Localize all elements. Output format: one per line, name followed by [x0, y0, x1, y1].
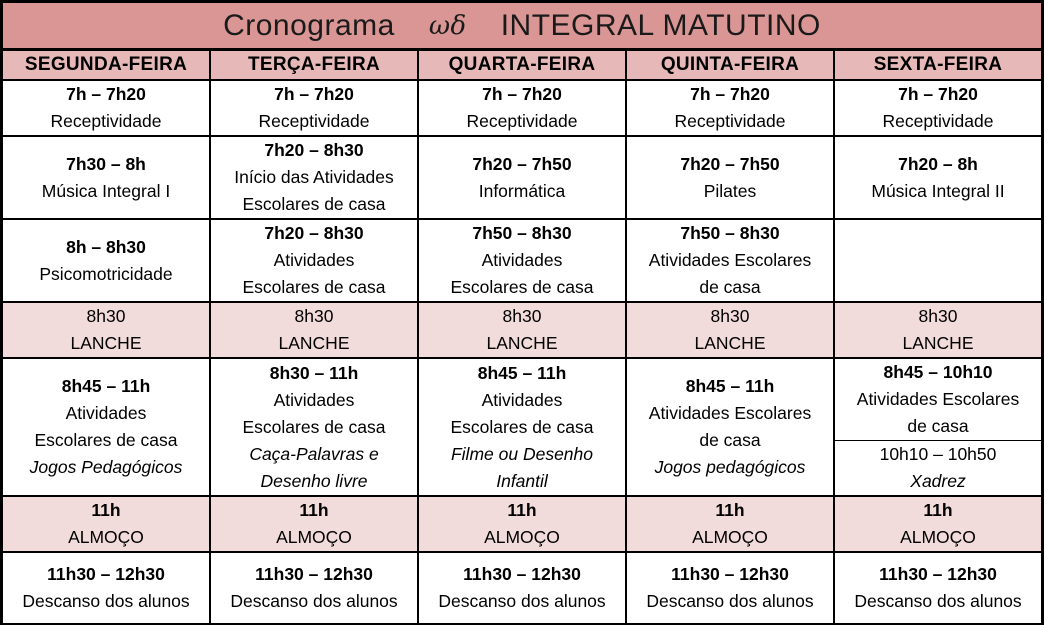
activity: Escolares de casa: [242, 416, 386, 437]
activity: Atividades Escolares: [648, 403, 812, 423]
schedule-cell: [627, 497, 833, 551]
time-slot: 8h30: [918, 306, 958, 326]
activity-detail: Infantil: [496, 470, 548, 491]
schedule-cell: [3, 220, 209, 301]
time-slot: 11h: [299, 500, 329, 520]
time-slot: 8h45 – 11h: [477, 362, 567, 383]
activity: Descanso dos alunos: [230, 591, 398, 611]
activity: Receptividade: [466, 111, 578, 131]
time-slot: 8h30 – 11h: [269, 362, 359, 383]
activity: Atividades: [481, 250, 563, 270]
activity: Escolares de casa: [34, 430, 178, 450]
time-slot: 11h: [715, 500, 745, 520]
activity: Atividades: [481, 389, 563, 410]
activity-detail: Xadrez: [910, 471, 966, 491]
activity: Descanso dos alunos: [854, 591, 1022, 611]
day-header: SEXTA-FEIRA: [835, 51, 1041, 79]
activity: ALMOÇO: [900, 527, 976, 547]
schedule-cell: [835, 497, 1041, 551]
schedule-cell: [835, 137, 1041, 218]
time-slot: 7h – 7h20: [274, 84, 354, 104]
activity: Informática: [478, 180, 566, 201]
schedule-cell: [3, 497, 209, 551]
activity: Atividades: [273, 389, 355, 410]
header-row: [3, 51, 1041, 79]
activity: ALMOÇO: [484, 527, 560, 547]
activity-detail: Jogos Pedagógicos: [29, 457, 183, 477]
schedule-cell: [627, 81, 833, 135]
time-slot: 8h30: [294, 306, 334, 326]
time-slot: 8h45 – 11h: [685, 376, 775, 396]
activity-detail: Caça-Palavras e: [249, 443, 379, 464]
schedule-cell: [835, 359, 1041, 495]
activity: de casa: [907, 416, 969, 436]
activity: Música Integral I: [41, 180, 171, 201]
day-header: SEGUNDA-FEIRA: [3, 51, 209, 79]
activity: LANCHE: [278, 333, 350, 353]
activity-detail: Filme ou Desenho: [450, 443, 594, 464]
activity: Receptividade: [674, 111, 786, 131]
day-header: QUINTA-FEIRA: [627, 51, 833, 79]
schedule-cell: [419, 497, 625, 551]
time-slot: 11h30 – 12h30: [671, 564, 789, 584]
title-right: INTEGRAL MATUTINO: [500, 8, 821, 42]
activity: Psicomotricidade: [39, 263, 173, 284]
activity: ALMOÇO: [276, 527, 352, 547]
time-slot: 11h30 – 12h30: [463, 564, 581, 584]
table-row: [3, 497, 1041, 551]
activity: LANCHE: [70, 333, 142, 353]
title-left: Cronograma: [223, 8, 395, 42]
schedule-cell: [419, 359, 625, 495]
table-row: [3, 81, 1041, 135]
activity: de casa: [699, 430, 761, 450]
time-slot: 7h – 7h20: [66, 84, 146, 104]
time-slot: 8h30: [710, 306, 750, 326]
activity: Escolares de casa: [450, 416, 594, 437]
time-slot: 11h: [923, 500, 953, 520]
activity: ALMOÇO: [68, 527, 144, 547]
table-row: [3, 137, 1041, 218]
schedule-cell: [211, 303, 417, 357]
activity: Descanso dos alunos: [646, 591, 814, 611]
activity: Escolares de casa: [242, 277, 386, 297]
activity: Receptividade: [50, 111, 162, 131]
schedule-cell: [835, 81, 1041, 135]
activity: Receptividade: [882, 111, 994, 131]
time-slot: 7h – 7h20: [898, 84, 978, 104]
activity: Receptividade: [258, 111, 370, 131]
activity: LANCHE: [486, 333, 558, 353]
schedule-cell: [211, 137, 417, 218]
table-row: [3, 303, 1041, 357]
activity: Descanso dos alunos: [438, 591, 606, 611]
activity: LANCHE: [902, 333, 974, 353]
time-slot: 11h30 – 12h30: [47, 564, 165, 584]
activity: Atividades: [65, 403, 147, 423]
schedule-cell: [3, 137, 209, 218]
schedule-cell: [627, 553, 833, 623]
split-bottom: [835, 440, 1041, 495]
split-cell: [835, 359, 1041, 495]
schedule-cell: [211, 220, 417, 301]
time-slot: 8h – 8h30: [66, 236, 146, 257]
activity: de casa: [699, 277, 761, 297]
schedule-cell: [835, 303, 1041, 357]
activity: Atividades Escolares: [648, 250, 812, 270]
time-slot: 7h30 – 8h: [66, 153, 146, 174]
activity: Pilates: [703, 180, 757, 201]
schedule-cell: [627, 137, 833, 218]
activity: Escolares de casa: [242, 194, 386, 214]
day-header: TERÇA-FEIRA: [211, 51, 417, 79]
activity: Escolares de casa: [450, 277, 594, 297]
time-slot: 8h30: [502, 306, 542, 326]
activity-detail: Jogos pedagógicos: [654, 457, 806, 477]
schedule-cell: [835, 553, 1041, 623]
time-slot: 8h45 – 11h: [61, 376, 151, 396]
schedule-cell: [419, 137, 625, 218]
activity: Atividades: [273, 250, 355, 270]
time-slot: 7h20 – 8h: [898, 153, 978, 174]
time-slot: 7h20 – 8h30: [264, 223, 364, 243]
schedule-cell: [211, 497, 417, 551]
table-row: [3, 220, 1041, 301]
table-row: [3, 553, 1041, 623]
empty-cell: [835, 220, 1041, 301]
schedule-cell: [419, 220, 625, 301]
schedule-cell: [211, 359, 417, 495]
day-header: QUARTA-FEIRA: [419, 51, 625, 79]
activity: LANCHE: [694, 333, 766, 353]
activity: ALMOÇO: [692, 527, 768, 547]
schedule-cell: [627, 220, 833, 301]
time-slot: 7h20 – 7h50: [680, 153, 780, 174]
split-top: [835, 359, 1041, 440]
schedule-cell: [3, 359, 209, 495]
page-title: [3, 3, 1041, 48]
time-slot: 8h45 – 10h10: [883, 362, 993, 382]
schedule-cell: [419, 81, 625, 135]
time-slot: 7h – 7h20: [482, 84, 562, 104]
activity: Atividades Escolares: [856, 389, 1020, 409]
schedule-cell: [3, 553, 209, 623]
schedule-cell: [419, 303, 625, 357]
activity: Início das Atividades: [234, 167, 394, 187]
schedule-cell: [419, 553, 625, 623]
time-slot: 7h50 – 8h30: [472, 223, 572, 243]
time-slot: 11h: [91, 500, 121, 520]
schedule-cell: [627, 359, 833, 495]
time-slot: 11h30 – 12h30: [255, 564, 373, 584]
schedule-cell: [3, 81, 209, 135]
activity-detail: Desenho livre: [260, 470, 368, 491]
time-slot: 10h10 – 10h50: [879, 444, 997, 464]
activity: Música Integral II: [871, 180, 1005, 201]
time-slot: 11h30 – 12h30: [879, 564, 997, 584]
time-slot: 7h20 – 8h30: [264, 140, 364, 160]
time-slot: 11h: [507, 500, 537, 520]
table-row: [3, 359, 1041, 495]
time-slot: 7h20 – 7h50: [472, 153, 572, 174]
time-slot: 8h30: [86, 306, 126, 326]
time-slot: 7h50 – 8h30: [680, 223, 780, 243]
schedule-cell: [3, 303, 209, 357]
ornament-icon: ωδ: [428, 10, 467, 41]
schedule-cell: [211, 553, 417, 623]
schedule-cell: [627, 303, 833, 357]
time-slot: 7h – 7h20: [690, 84, 770, 104]
schedule-cell: [211, 81, 417, 135]
schedule-table: [1, 49, 1043, 625]
activity: Descanso dos alunos: [22, 591, 190, 611]
